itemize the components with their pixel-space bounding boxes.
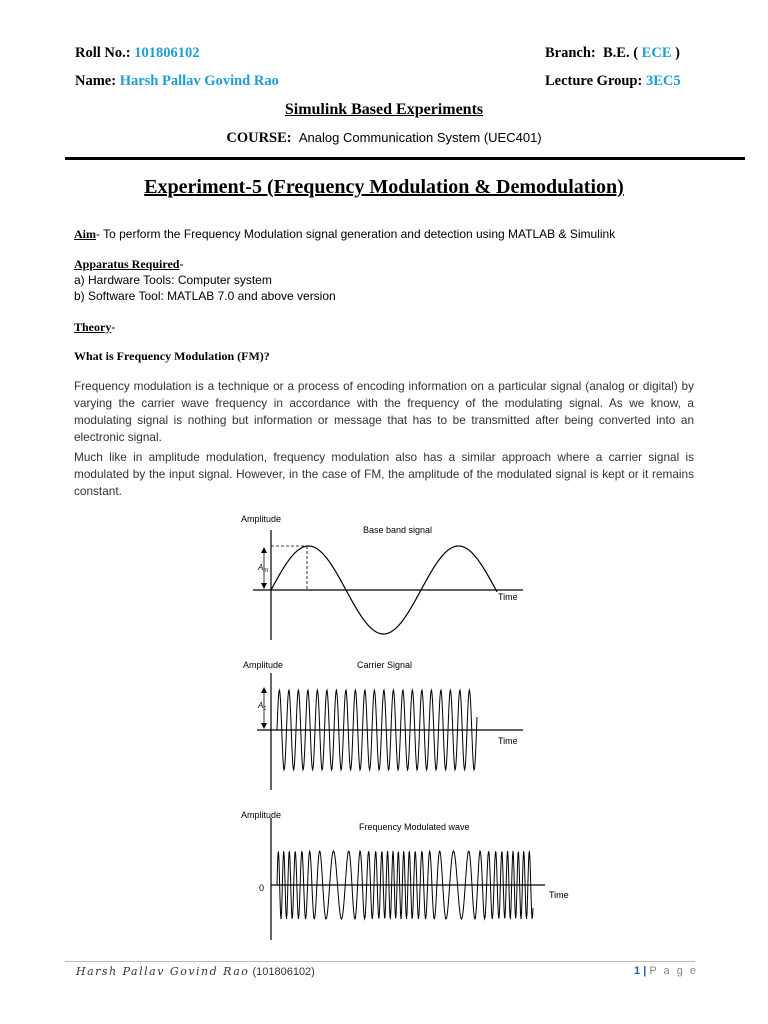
apparatus-item: b) Software Tool: MATLAB 7.0 and above version <box>74 289 336 303</box>
apparatus-heading <box>74 257 183 272</box>
subtitle: Simulink Based Experiments <box>284 101 484 118</box>
page-number <box>634 965 698 977</box>
aim-text: - To perform the Frequency Modulation signal generation and detection using MATLAB & Simulink <box>96 227 616 241</box>
course <box>0 130 768 147</box>
branch-prefix: B.E. ( <box>603 45 639 61</box>
theory-heading <box>74 320 115 335</box>
footer-signature: Harsh Pallav Govind Rao <box>76 965 250 978</box>
baseband-xlabel: Time <box>498 592 518 602</box>
carrier-ylabel: Amplitude <box>243 660 284 670</box>
aim-label: Aim <box>74 227 96 241</box>
carrier-amp-label: $A_c$ <box>258 701 267 712</box>
baseband-panel <box>241 514 523 640</box>
branch-suffix: ) <box>675 45 680 61</box>
fm-title: Frequency Modulated wave <box>359 822 470 832</box>
fm-panel <box>241 810 569 940</box>
page-title: Experiment-5 (Frequency Modulation & Demodulation) <box>144 176 624 198</box>
name-value: Harsh Pallav Govind Rao <box>119 73 279 89</box>
paragraph: Frequency modulation is a technique or a process of encoding information on a particular signal (analog or digital) by varying the carrier wave frequency in accordance with the frequency of the modulating signal. As we know, a modulating signal is nothing but information or message that has to be transmitted after being converted into an electronic signal. <box>74 379 694 444</box>
baseband-ylabel: Amplitude <box>241 514 282 524</box>
paragraph: Much like in amplitude modulation, frequency modulation also has a similar approach where a carrier signal is modulated by the input signal. However, in the case of FM, the amplitude of the modulated signal is kept or it remains constant. <box>74 450 694 498</box>
course-value: Analog Communication System (UEC401) <box>298 130 542 145</box>
carrier-title: Carrier Signal <box>357 660 413 670</box>
baseband-title: Base band signal <box>363 525 433 535</box>
fm-signals-figure <box>233 508 593 948</box>
fm-origin-label: 0 <box>259 883 265 893</box>
theory-label: Theory <box>74 320 112 334</box>
apparatus-item: a) Hardware Tools: Computer system <box>74 273 272 287</box>
carrier-xlabel: Time <box>498 736 518 746</box>
aim <box>74 227 615 242</box>
footer-roll: (101806102) <box>252 966 315 978</box>
apparatus-label: Apparatus Required <box>74 257 180 271</box>
branch <box>545 45 680 62</box>
theory-dash: - <box>111 320 116 334</box>
roll-label: Roll No.: <box>75 45 131 61</box>
branch-value: ECE <box>641 45 672 61</box>
apparatus-dash: - <box>179 257 184 271</box>
footer-rule <box>65 961 695 962</box>
name-label: Name: <box>75 73 117 89</box>
question-heading: What is Frequency Modulation (FM)? <box>74 349 270 363</box>
group-value: 3EC5 <box>645 73 681 89</box>
student-name <box>75 73 279 90</box>
baseband-amp-label: $A_m$ <box>258 563 269 574</box>
page-sep: | <box>643 965 647 977</box>
carrier-panel <box>243 660 523 790</box>
roll-number <box>75 45 199 62</box>
course-label: COURSE: <box>226 130 292 146</box>
lecture-group <box>545 73 681 90</box>
footer-author <box>76 965 315 978</box>
page-word: P a g e <box>649 965 698 977</box>
fm-xlabel: Time <box>549 890 569 900</box>
page-num: 1 <box>634 965 641 977</box>
group-label: Lecture Group: <box>545 73 643 89</box>
roll-value: 101806102 <box>134 45 200 61</box>
branch-label: Branch: <box>545 45 596 61</box>
header-rule <box>65 157 745 160</box>
fm-ylabel: Amplitude <box>241 810 282 820</box>
